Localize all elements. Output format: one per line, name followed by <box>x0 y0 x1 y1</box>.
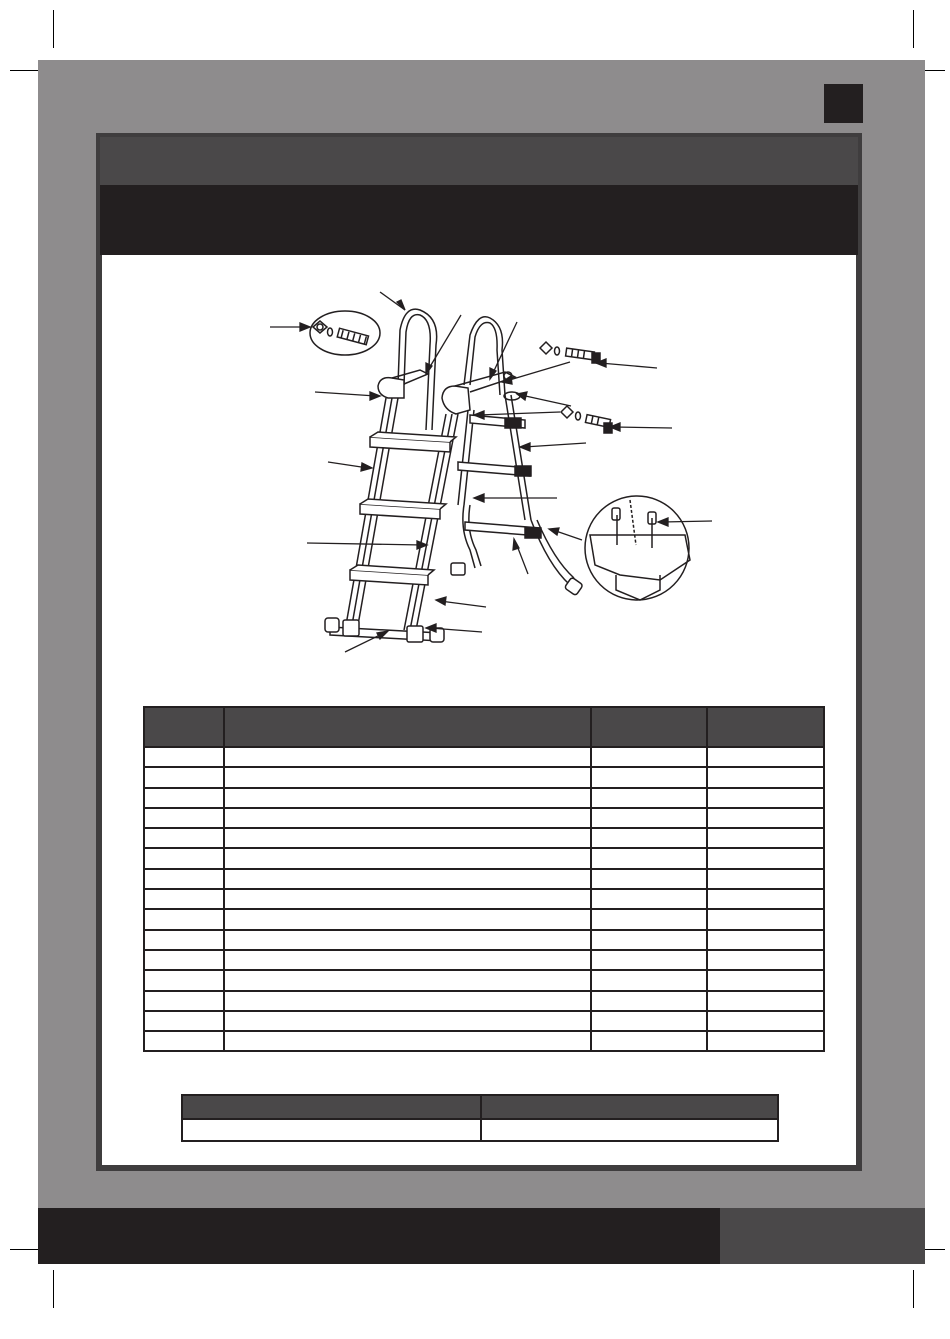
table-cell <box>707 970 824 990</box>
table-cell <box>591 808 708 828</box>
table-cell <box>707 767 824 787</box>
table-cell <box>144 747 224 767</box>
footer-tab <box>720 1208 925 1264</box>
table-cell <box>707 747 824 767</box>
crop-mark <box>10 1249 38 1250</box>
table-row <box>144 808 824 828</box>
table-cell <box>707 788 824 808</box>
table-cell <box>707 889 824 909</box>
table-cell <box>144 869 224 889</box>
table-cell <box>224 970 591 990</box>
crop-mark <box>913 1270 914 1308</box>
table-cell <box>224 747 591 767</box>
table-row <box>144 828 824 848</box>
table-row <box>144 991 824 1011</box>
table-cell <box>224 909 591 929</box>
column-header <box>144 707 224 747</box>
handrail-right <box>464 317 505 395</box>
table-cell <box>224 828 591 848</box>
table-cell <box>591 889 708 909</box>
table-cell <box>591 930 708 950</box>
table-row <box>144 848 824 868</box>
table-row <box>144 747 824 767</box>
table-cell <box>591 788 708 808</box>
column-header <box>224 707 591 747</box>
table-cell <box>591 991 708 1011</box>
table-row <box>144 788 824 808</box>
handrail-left <box>398 309 437 430</box>
table-cell <box>591 767 708 787</box>
table-cell <box>707 808 824 828</box>
table-cell <box>144 767 224 787</box>
table-cell <box>224 767 591 787</box>
size-table <box>181 1094 779 1142</box>
table-row <box>144 889 824 909</box>
table-cell <box>144 889 224 909</box>
table-cell <box>707 1011 824 1031</box>
column-header <box>481 1095 778 1119</box>
table-cell <box>144 950 224 970</box>
table-row <box>144 869 824 889</box>
table-cell <box>144 909 224 929</box>
ladder-treads <box>350 432 456 585</box>
table-cell <box>144 848 224 868</box>
table-cell <box>591 747 708 767</box>
table-cell <box>182 1119 481 1141</box>
table-cell <box>481 1119 778 1141</box>
table-cell <box>707 848 824 868</box>
table-cell <box>144 788 224 808</box>
right-section-ladder <box>451 395 583 596</box>
table-cell <box>591 869 708 889</box>
table-cell <box>144 970 224 990</box>
table-cell <box>591 828 708 848</box>
parts-list-table <box>143 706 825 1052</box>
table-cell <box>224 930 591 950</box>
column-header <box>707 707 824 747</box>
top-bracket-left <box>378 370 428 398</box>
table-cell <box>707 1031 824 1051</box>
table-cell <box>224 991 591 1011</box>
table-cell <box>591 970 708 990</box>
bolt-set-lower <box>561 406 612 433</box>
bolt-set-upper <box>540 342 600 363</box>
table-cell <box>591 848 708 868</box>
table-row <box>182 1119 778 1141</box>
table-row <box>144 970 824 990</box>
table-row <box>144 950 824 970</box>
table-row <box>144 930 824 950</box>
table-header-row <box>144 707 824 747</box>
table-cell <box>144 1031 224 1051</box>
column-header <box>591 707 708 747</box>
table-row <box>144 767 824 787</box>
table-cell <box>144 808 224 828</box>
table-row <box>144 1031 824 1051</box>
table-cell <box>224 869 591 889</box>
table-cell <box>707 909 824 929</box>
table-cell <box>707 950 824 970</box>
foot-detail-callout <box>585 496 690 600</box>
table-cell <box>707 930 824 950</box>
table-cell <box>591 1011 708 1031</box>
footer-bar <box>38 1208 720 1264</box>
table-row <box>144 909 824 929</box>
crop-mark <box>53 1270 54 1308</box>
table-cell <box>224 1011 591 1031</box>
table-cell <box>144 828 224 848</box>
table-cell <box>591 1031 708 1051</box>
table-cell <box>144 930 224 950</box>
table-cell <box>224 788 591 808</box>
table-cell <box>144 1011 224 1031</box>
top-bracket-right <box>442 372 515 414</box>
table-cell <box>707 828 824 848</box>
column-header <box>182 1095 481 1119</box>
table-cell <box>144 991 224 1011</box>
table-cell <box>224 1031 591 1051</box>
table-cell <box>224 950 591 970</box>
base-bar <box>325 618 444 642</box>
table-header-row <box>182 1095 778 1119</box>
table-cell <box>707 869 824 889</box>
table-cell <box>591 909 708 929</box>
bolt-detail-callout <box>310 311 380 355</box>
table-cell <box>224 848 591 868</box>
table-row <box>144 1011 824 1031</box>
table-cell <box>591 950 708 970</box>
table-cell <box>224 889 591 909</box>
table-cell <box>707 991 824 1011</box>
table-cell <box>224 808 591 828</box>
